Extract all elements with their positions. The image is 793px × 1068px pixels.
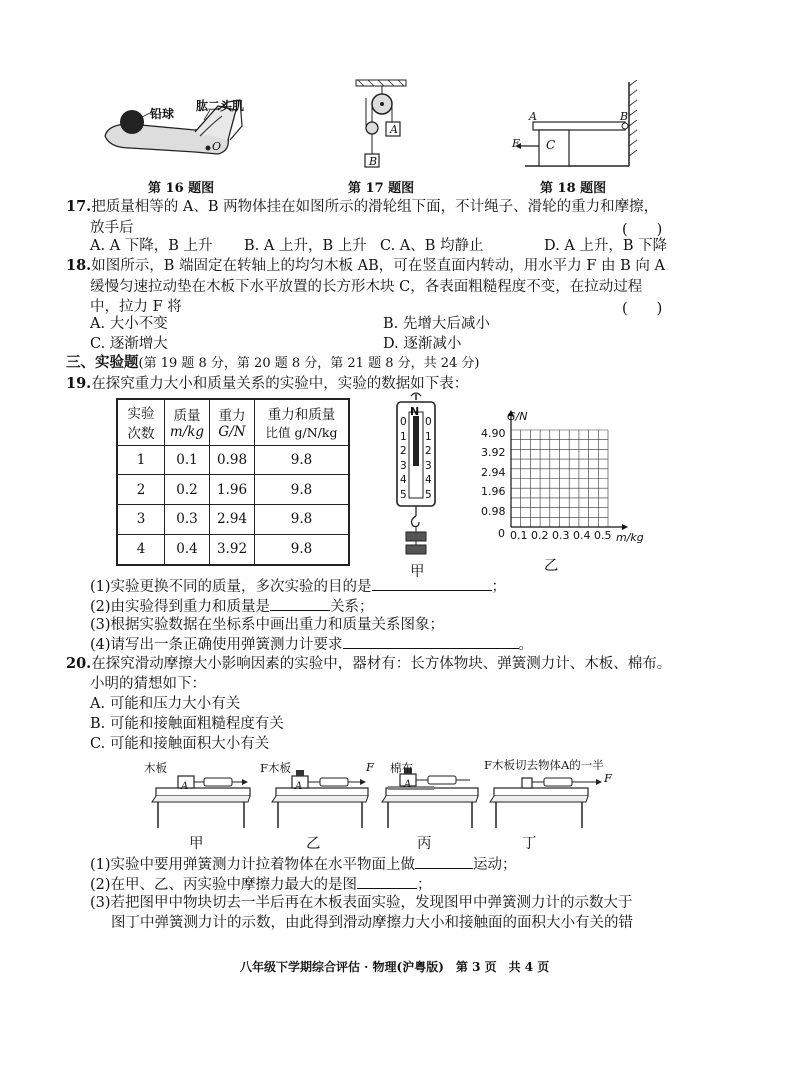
- answer-blank-5[interactable]: [357, 874, 417, 889]
- label-jia: 甲: [410, 564, 425, 580]
- q20-sub1: (1)实验中要用弹簧测力计拉着物体在水平物面上做 运动；: [90, 854, 517, 875]
- q18-option-b[interactable]: B. 先增大后减小: [383, 316, 490, 332]
- label-f-yi: F: [366, 760, 374, 774]
- board-figure: [505, 80, 645, 174]
- table-row: 2 0.2 1.96 9.8: [117, 475, 349, 505]
- header-ratio: 重力和质量 比值 g/N/kg: [255, 399, 350, 445]
- caption-fig17: 第 17 题图: [348, 181, 415, 196]
- graph-x-label: m/kg: [616, 531, 644, 544]
- label-board-jia: 木板: [144, 761, 167, 775]
- label-f-ding: F: [604, 771, 612, 785]
- label-a-jia: A: [181, 781, 189, 792]
- label-biceps: 肱二头肌: [196, 99, 245, 113]
- caption-bing: 丙: [417, 836, 432, 852]
- question-19: 19.在探究重力大小和质量关系的实验中，实验的数据如下表：: [66, 375, 469, 392]
- q18-option-d[interactable]: D. 逐渐减小: [383, 336, 462, 352]
- q17-option-a[interactable]: A. A 下降，B 上升: [90, 238, 213, 254]
- section-3-heading: 三、实验题(第 19 题 8 分，第 20 题 8 分，第 21 题 8 分，共 24 分): [66, 354, 480, 371]
- shot-put-ball: [120, 110, 144, 134]
- label-cloth-bing: 棉布: [390, 761, 413, 775]
- friction-setups-figure: [150, 768, 620, 830]
- q17-option-c[interactable]: C. A、B 均静止: [380, 238, 484, 254]
- header-trial: 实验 次数: [117, 399, 165, 445]
- label-f-board-yi: F木板: [260, 761, 291, 775]
- q18-option-a[interactable]: A. 大小不变: [90, 316, 168, 332]
- q19-sub3: (3)根据实验数据在坐标系中画出重力和质量关系图象；: [90, 617, 445, 633]
- q20-guess-a: A. 可能和压力大小有关: [90, 696, 241, 712]
- label-a-bing: A: [404, 779, 412, 790]
- label-force-f: F: [512, 137, 520, 150]
- graph-y-ticks: 4.90 3.92 2.94 1.96 0.98: [481, 427, 506, 518]
- data-table: [116, 398, 350, 566]
- header-gravity: 重力 G/N: [210, 399, 255, 445]
- label-block-b: B: [369, 155, 378, 168]
- label-pivot-o: O: [212, 140, 222, 153]
- label-block-a: A: [390, 123, 398, 136]
- label-end-a: A: [529, 110, 537, 123]
- graph-origin: 0: [498, 527, 505, 540]
- answer-blank-2[interactable]: [270, 596, 330, 611]
- answer-blank-3[interactable]: [343, 634, 519, 649]
- page-footer: 八年级下学期综合评估 · 物理(沪粤版) 第 3 页 共 4 页: [240, 960, 550, 974]
- caption-yi: 乙: [306, 836, 321, 852]
- q18-line2: 缓慢匀速拉动垫在木板下水平放置的长方形木块 C，各表面粗糙程度不变，在拉动过程: [90, 279, 643, 295]
- q18-answer-paren[interactable]: ( ): [622, 301, 663, 317]
- caption-fig18: 第 18 题图: [540, 181, 607, 196]
- question-20: 20.在探究滑动摩擦大小影响因素的实验中，器材有：长方体物块、弹簧测力计、木板、棉布。: [66, 655, 672, 672]
- scale-ticks-left: 0 1 2 3 4 5: [400, 416, 407, 501]
- table-header-row: [117, 399, 349, 445]
- label-cut-ding: F木板切去物体A的一半: [484, 758, 604, 772]
- table-row: 1 0.1 0.98 9.8: [117, 445, 349, 475]
- question-18: 18.如图所示，B 端固定在转轴上的均匀木板 AB，可在竖直面内转动，用水平力 F 由 B 向 A: [66, 257, 665, 274]
- question-17: 17.把质量相等的 A、B 两物体挂在如图所示的滑轮组下面，不计绳子、滑轮的重力和摩擦，: [66, 198, 659, 215]
- q20-sub3-line1: (3)若把图甲中物块切去一半后再在木板表面实验，发现图甲中弹簧测力计的示数大于: [90, 895, 633, 911]
- label-a-yi: A: [295, 781, 303, 792]
- caption-fig16: 第 16 题图: [148, 181, 215, 196]
- x-axis-arrow: [622, 524, 628, 530]
- label-shot-put: 铅球: [150, 107, 175, 121]
- q18-line3: 中，拉力 F 将: [90, 299, 182, 315]
- q19-sub2: (2)由实验得到重力和质量是 关系；: [90, 596, 374, 617]
- graph-x-ticks: 0.1 0.2 0.3 0.4 0.5: [510, 529, 612, 542]
- table-row: 3 0.3 2.94 9.8: [117, 505, 349, 535]
- label-yi: 乙: [544, 558, 559, 574]
- caption-ding: 丁: [522, 836, 537, 852]
- scale-unit-n: N: [410, 405, 420, 418]
- q20-sub3-line2: 图丁中弹簧测力计的示数，由此得到滑动摩擦力大小和接触面的面积大小有关的错: [111, 915, 633, 931]
- graph-grid: [505, 410, 631, 536]
- q20-guess-c: C. 可能和接触面积大小有关: [90, 736, 270, 752]
- q18-option-c[interactable]: C. 逐渐增大: [90, 336, 168, 352]
- q20-sub2: (2)在甲、乙、丙实验中摩擦力最大的是图 ；: [90, 874, 432, 895]
- q20-guess-b: B. 可能和接触面粗糙程度有关: [90, 716, 284, 732]
- caption-jia: 甲: [189, 836, 204, 852]
- q20-line2: 小明的猜想如下：: [90, 676, 206, 692]
- answer-blank-1[interactable]: [372, 576, 492, 591]
- label-end-b: B: [620, 110, 629, 123]
- pulley-figure: [352, 78, 416, 174]
- label-block-c: C: [546, 138, 556, 152]
- q17-line2: 放手后: [90, 220, 134, 236]
- q17-option-d[interactable]: D. A 上升，B 下降: [544, 238, 668, 254]
- q17-option-b[interactable]: B. A 上升，B 上升: [244, 238, 367, 254]
- graph-y-label: G/N: [507, 410, 528, 423]
- answer-blank-4[interactable]: [415, 854, 473, 869]
- q19-sub1: (1)实验更换不同的质量，多次实验的目的是 ；: [90, 576, 506, 597]
- scale-ticks-right: 0 1 2 3 4 5: [425, 416, 432, 501]
- table-row: 4 0.4 3.92 9.8: [117, 534, 349, 565]
- q19-sub4: (4)请写出一条正确使用弹簧测力计要求 。: [90, 634, 533, 655]
- q17-answer-paren[interactable]: ( ): [622, 222, 663, 238]
- header-mass: 质量 m/kg: [165, 399, 210, 445]
